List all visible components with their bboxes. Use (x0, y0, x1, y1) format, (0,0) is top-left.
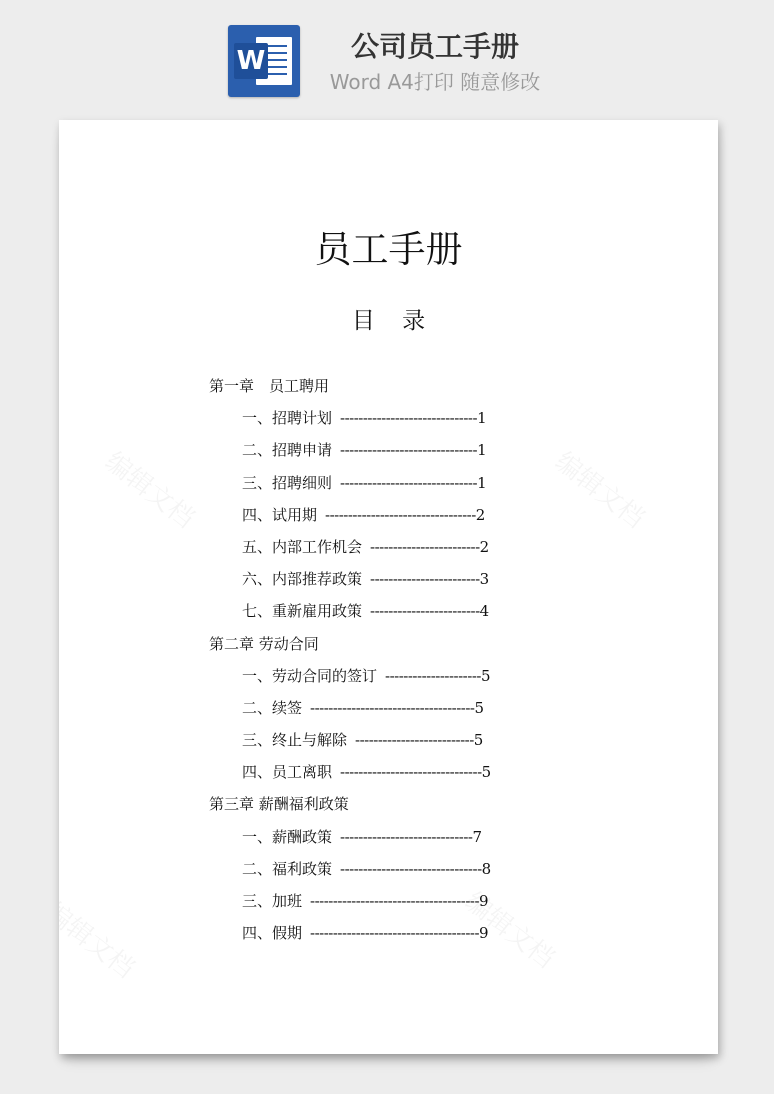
toc-item (209, 889, 549, 921)
toc-item (209, 696, 549, 728)
toc-chapter-label: 第三章 薪酬福利政策 (209, 795, 349, 814)
toc-leader-page: -------------------------------------9 (310, 892, 489, 910)
toc-leader-page: -----------------------------7 (340, 827, 482, 846)
toc-item-label: 一、招聘计划 (242, 409, 333, 428)
toc-item (209, 825, 549, 857)
toc-item-label: 四、假期 (242, 924, 303, 943)
toc-item-label: 四、试用期 (242, 505, 318, 524)
toc-leader-page: ------------------------------------5 (310, 698, 484, 717)
toc-item-label: 四、员工离职 (242, 763, 333, 782)
toc-leader-page: --------------------------5 (355, 731, 483, 750)
toc-heading: 目 录 (351, 308, 426, 334)
toc-item-label: 七、重新雇用政策 (242, 602, 363, 621)
toc-item-label: 一、薪酬政策 (242, 827, 333, 846)
toc-leader-page: -------------------------------8 (340, 859, 491, 878)
word-icon (228, 25, 300, 97)
toc-item (209, 599, 549, 631)
banner-subtitle: Word A4打印 随意修改 (329, 70, 541, 94)
toc-item-label: 二、续签 (242, 698, 303, 717)
toc-item-label: 三、终止与解除 (242, 731, 348, 750)
toc-leader-page: -------------------------------------9 (310, 924, 489, 943)
toc-chapter (209, 374, 549, 406)
watermark (549, 442, 654, 535)
toc-leader-page: ------------------------------1 (340, 409, 487, 428)
table-of-contents (209, 374, 549, 953)
toc-leader-page: ------------------------4 (370, 602, 489, 621)
toc-chapter-label: 第二章 劳动合同 (209, 634, 319, 653)
toc-item (209, 535, 549, 567)
toc-item-label: 二、招聘申请 (242, 441, 333, 460)
toc-item (209, 921, 549, 953)
toc-item (209, 438, 549, 470)
watermark (99, 442, 204, 535)
toc-leader-page: ------------------------2 (370, 537, 489, 556)
toc-leader-page: ------------------------3 (370, 570, 489, 589)
toc-item (209, 406, 549, 438)
toc-item-label: 六、内部推荐政策 (242, 570, 363, 589)
toc-leader-page: -------------------------------5 (340, 763, 491, 782)
toc-leader-page: ------------------------------1 (340, 441, 487, 460)
toc-chapter (209, 792, 549, 824)
toc-leader-page: ---------------------5 (385, 666, 490, 685)
toc-item (209, 760, 549, 792)
toc-item (209, 471, 549, 503)
toc-leader-page: ------------------------------1 (340, 473, 487, 492)
watermark (59, 892, 143, 985)
toc-item-label: 二、福利政策 (242, 859, 333, 878)
toc-item-label: 三、招聘细则 (242, 473, 333, 492)
banner-title: 公司员工手册 (350, 30, 519, 63)
toc-chapter (209, 632, 549, 664)
word-icon-letter: W (236, 46, 266, 76)
toc-item (209, 664, 549, 696)
toc-item-label: 三、加班 (242, 892, 303, 910)
document-title: 员工手册 (314, 228, 463, 271)
toc-item (209, 728, 549, 760)
toc-item-label: 五、内部工作机会 (242, 537, 363, 556)
toc-item (209, 857, 549, 889)
toc-chapter-label: 第一章 员工聘用 (209, 377, 330, 395)
toc-item (209, 503, 549, 535)
toc-item (209, 567, 549, 599)
document-page (59, 120, 718, 1054)
toc-item-label: 一、劳动合同的签订 (242, 666, 378, 685)
word-icon-badge (234, 43, 268, 79)
toc-leader-page: ---------------------------------2 (325, 505, 485, 524)
